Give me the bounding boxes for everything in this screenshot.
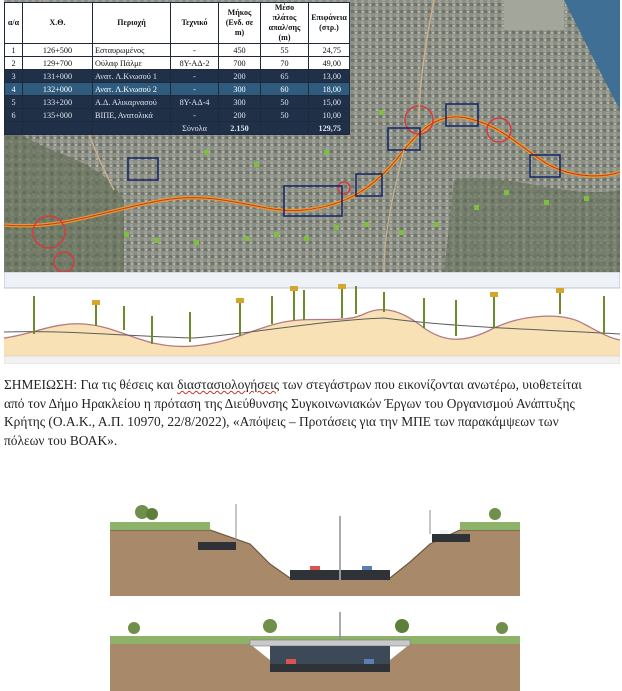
shelter-note (4, 376, 618, 450)
tree-icon (489, 508, 501, 520)
row-chainage: 129+700 (23, 57, 93, 70)
tree-icon (395, 619, 409, 633)
section-1-grass-left (110, 522, 210, 530)
car-icon (310, 566, 320, 570)
total-label: Σύνολα (171, 122, 219, 135)
row-surface: 15,00 (309, 96, 350, 109)
row-structure: 8Υ-ΑΔ-4 (171, 96, 219, 109)
longitudinal-profile (4, 272, 620, 364)
tree-icon (128, 622, 140, 634)
total-length: 2.150 (219, 122, 261, 135)
note-line-2: από τον Δήμο Ηρακλείου η πρόταση της Διεύθυνσης Συγκοινωνιακών Έργων του Οργανισμού Ανάπτυξης (4, 395, 575, 411)
row-num: 2 (5, 57, 23, 70)
highway-carriageway (270, 664, 390, 672)
table-row (5, 44, 350, 57)
row-surface: 49,00 (309, 57, 350, 70)
row-length: 300 (219, 83, 261, 96)
tree-icon (146, 508, 158, 520)
row-area: Ανατ. Λ.Κνωσού 1 (93, 70, 171, 83)
row-width: 65 (261, 70, 309, 83)
tree-icon (496, 622, 508, 634)
row-num: 3 (5, 70, 23, 83)
note-line-1-underlined: διαστασιολογήσεις (177, 377, 280, 392)
total-surface: 129,75 (309, 122, 350, 135)
row-area: Εσταυρωμένος (93, 44, 171, 57)
car-icon (364, 659, 374, 664)
note-line-1-post: των στεγάστρων που εικονίζονται ανωτέρω, υιοθετείται (279, 377, 582, 392)
row-area: Α.Δ. Αλικαρνασού (93, 96, 171, 109)
note-line-4: πόλεων του ΒΟΑΚ». (4, 432, 118, 448)
car-icon (440, 530, 448, 534)
header-num: α/α (5, 3, 23, 44)
header-surface: Επιφάνεια (στρ.) (309, 3, 350, 44)
section-1-grass-right (460, 522, 520, 530)
cross-section-covered (110, 612, 520, 691)
table-header-row (5, 3, 350, 44)
row-structure: - (171, 70, 219, 83)
row-num: 6 (5, 109, 23, 122)
table-total-row (5, 122, 350, 135)
table-row (5, 96, 350, 109)
header-chainage: Χ.Θ. (23, 3, 93, 44)
port-area (504, 0, 564, 30)
row-surface: 13,00 (309, 70, 350, 83)
row-area: Ούλαφ Πάλμε (93, 57, 171, 70)
row-structure: - (171, 109, 219, 122)
cross-section-cutting (110, 504, 520, 596)
row-length: 450 (219, 44, 261, 57)
car-icon (286, 659, 296, 664)
row-structure: - (171, 83, 219, 96)
header-area: Περιοχή (93, 3, 171, 44)
shelter-roof-slab (250, 640, 410, 646)
table-row (5, 70, 350, 83)
row-length: 300 (219, 96, 261, 109)
header-length: Μήκος (Ενδ. σε m) (219, 3, 261, 44)
row-area: ΒΙΠΕ, Ανατολικά (93, 109, 171, 122)
tree-icon (263, 619, 277, 633)
row-structure: 8Υ-ΑΔ-2 (171, 57, 219, 70)
row-width: 50 (261, 96, 309, 109)
shelters-table (4, 2, 350, 135)
row-num: 1 (5, 44, 23, 57)
row-width: 55 (261, 44, 309, 57)
row-chainage: 131+000 (23, 70, 93, 83)
row-length: 200 (219, 109, 261, 122)
profile-data-strip (4, 356, 620, 364)
row-length: 200 (219, 70, 261, 83)
note-line-3: Κρήτης (Ο.Α.Κ., Α.Π. 10970, 22/8/2022), «Απόψεις – Προτάσεις για την ΜΠΕ των παρακάμψεων των (4, 414, 559, 429)
profile-chainage-strip (4, 272, 620, 288)
row-chainage: 135+000 (23, 109, 93, 122)
row-surface: 24,75 (309, 44, 350, 57)
header-width: Μέσο πλάτος απαλ/σης (m) (261, 3, 309, 44)
row-width: 60 (261, 83, 309, 96)
table-row (5, 83, 350, 96)
row-chainage: 126+500 (23, 44, 93, 57)
local-road-left (198, 542, 236, 550)
local-road-right (432, 534, 470, 542)
row-surface: 10,00 (309, 109, 350, 122)
note-line-1-pre: ΣΗΜΕΙΩΣΗ: Για τις θέσεις και (4, 377, 178, 392)
row-chainage: 133+200 (23, 96, 93, 109)
aerial-map-figure (4, 0, 620, 272)
table-row (5, 109, 350, 122)
table-row (5, 57, 350, 70)
row-num: 5 (5, 96, 23, 109)
row-structure: - (171, 44, 219, 57)
row-width: 70 (261, 57, 309, 70)
row-area: Ανατ. Λ.Κνωσού 2 (93, 83, 171, 96)
car-icon (362, 566, 372, 570)
row-num: 4 (5, 83, 23, 96)
row-surface: 18,00 (309, 83, 350, 96)
row-length: 700 (219, 57, 261, 70)
header-structure: Τεχνικό (171, 3, 219, 44)
row-chainage: 132+000 (23, 83, 93, 96)
row-width: 50 (261, 109, 309, 122)
